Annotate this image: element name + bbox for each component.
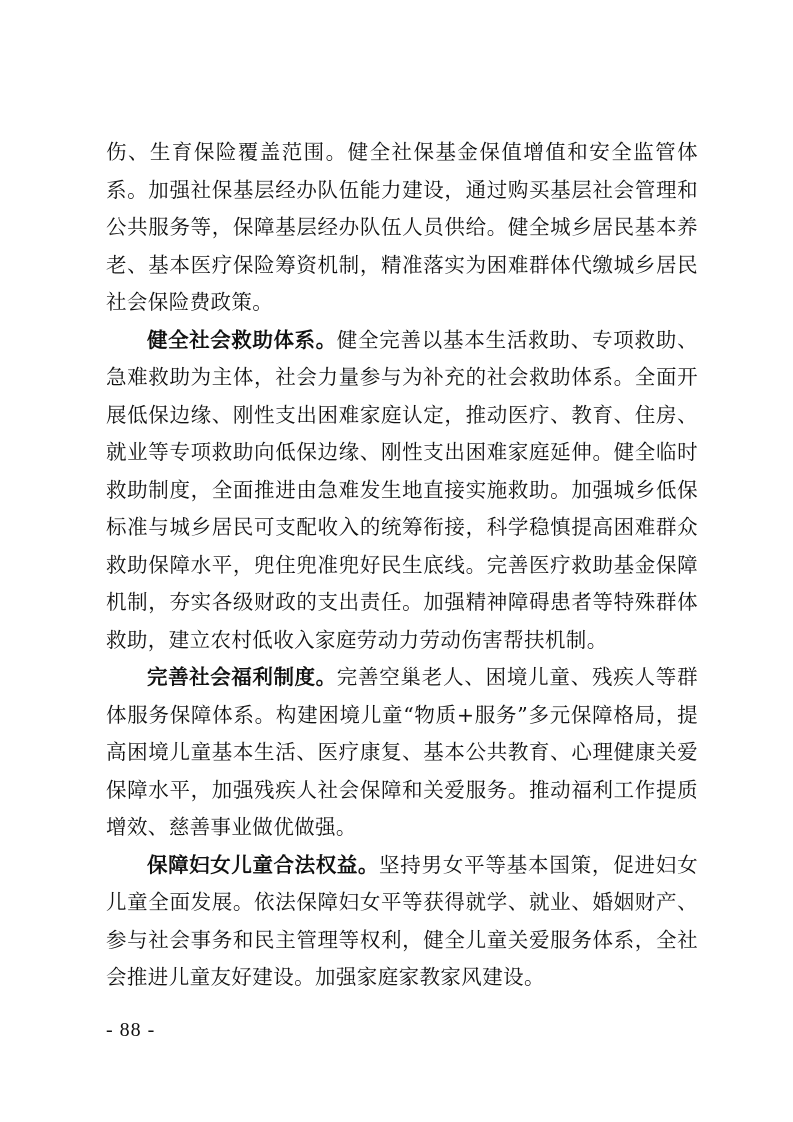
- paragraph-text: 完善空巢老人、困境儿童、残疾人等群体服务保障体系。构建困境儿童“物质+服务”多元保障格局，提高困境儿童基本生活、医疗康复、基本公共教育、心理健康关爱保障水平，加强残疾人社会保障和关爱服务。推动福利工作提质增效、慈善事业做优做强。: [106, 665, 698, 839]
- paragraph-text: 坚持男女平等基本国策，促进妇女儿童全面发展。依法保障妇女平等获得就学、就业、婚姻财产、参与社会事务和民主管理等权利，健全儿童关爱服务体系，全社会推进儿童友好建设。加强家庭家教家风建设。: [106, 852, 699, 989]
- paragraph-continued: [106, 134, 698, 322]
- paragraph-social-welfare: [106, 659, 698, 847]
- paragraph-text: 伤、生育保险覆盖范围。健全社保基金保值增值和安全监管体系。加强社保基层经办队伍能力建设，通过购买基层社会管理和公共服务等，保障基层经办队伍人员供给。健全城乡居民基本养老、基本医疗保险筹资机制，精准落实为困难群体代缴城乡居民社会保险费政策。: [106, 140, 698, 314]
- paragraph-text: 健全完善以基本生活救助、专项救助、急难救助为主体，社会力量参与为补充的社会救助体系。全面开展低保边缘、刚性支出困难家庭认定，推动医疗、教育、住房、就业等专项救助向低保边缘、刚性支出困难家庭延伸。健全临时救助制度，全面推进由急难发生地直接实施救助。加强城乡低保标准与城乡居民可支配收入的统筹衔接，科学稳慎提高困难群众救助保障水平，兜住兜准兜好民生底线。完善医疗救助基金保障机制，夯实各级财政的支出责任。加强精神障碍患者等特殊群体救助，建立农村低收入家庭劳动力劳动伤害帮扶机制。: [106, 327, 698, 652]
- body-text: [106, 134, 698, 997]
- paragraph-heading: 保障妇女儿童合法权益。: [147, 852, 380, 877]
- paragraph-heading: 完善社会福利制度。: [147, 665, 337, 689]
- paragraph-social-assistance: [106, 322, 698, 660]
- paragraph-women-children-rights: [106, 847, 698, 997]
- paragraph-heading: 健全社会救助体系。: [147, 327, 337, 352]
- page-number: - 88 -: [106, 1019, 156, 1041]
